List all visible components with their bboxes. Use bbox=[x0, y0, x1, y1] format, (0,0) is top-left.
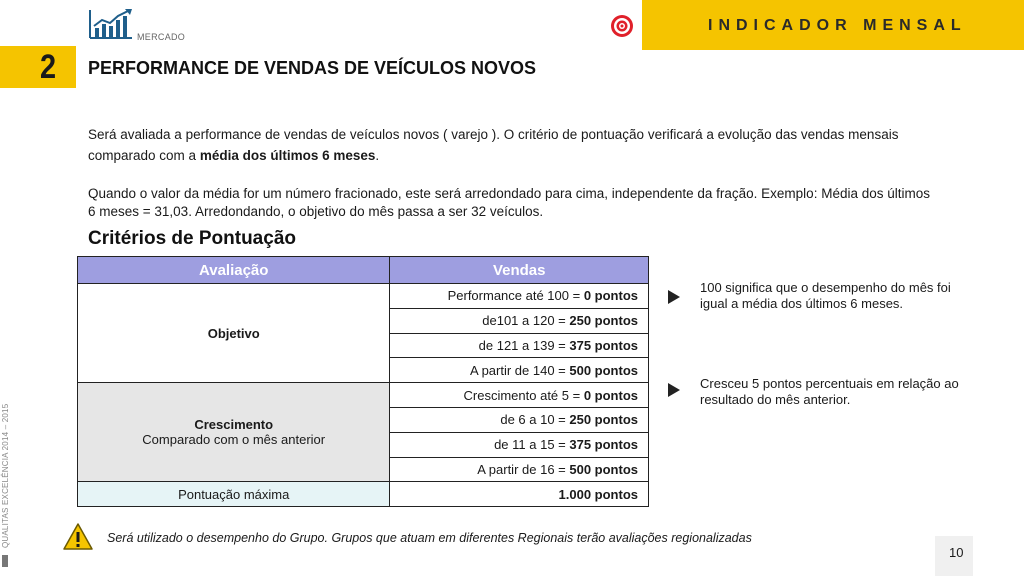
crescimento-label: Crescimento bbox=[194, 417, 274, 433]
max-score-label: Pontuação máxima bbox=[78, 482, 390, 507]
intro-p1-end: . bbox=[375, 148, 380, 163]
note-objetivo: 100 significa que o desempenho do mês foi igual a média dos últimos 6 meses. bbox=[700, 280, 951, 311]
target-icon bbox=[610, 14, 634, 38]
crescimento-sublabel: Comparado com o mês anterior bbox=[142, 432, 326, 448]
score-cell: de101 a 120 = 250 pontos bbox=[390, 308, 649, 333]
category-crescimento bbox=[78, 383, 390, 482]
logo-caption: MERCADO bbox=[137, 32, 186, 42]
intro-p1-text: Será avaliada a performance de vendas de veículos novos ( varejo ). O critério de pontuação verificará a evolução das vendas mensais comparado com a bbox=[88, 127, 899, 163]
score-cell: Crescimento até 5 = 0 pontos bbox=[390, 383, 649, 408]
criteria-heading: Critérios de Pontuação bbox=[88, 228, 296, 249]
footer-note: Será utilizado o desempenho do Grupo. Grupos que atuam em diferentes Regionais terão avaliações regionalizadas bbox=[107, 531, 752, 545]
page-number: 10 bbox=[949, 545, 964, 560]
table-row bbox=[78, 284, 649, 309]
intro-paragraph-2: Quando o valor da média for um número fracionado, este será arredondado para cima, independente da fração. Exemplo: Média dos últimos 6 meses = 31,03. Arredondando, o objetivo do mês passa a ser 32 veículos. bbox=[88, 186, 930, 219]
score-cell: de 11 a 15 = 375 pontos bbox=[390, 432, 649, 457]
score-cell: A partir de 16 = 500 pontos bbox=[390, 457, 649, 482]
intro-paragraph-1 bbox=[88, 124, 938, 166]
warning-icon bbox=[62, 522, 94, 552]
score-cell: de 121 a 139 = 375 pontos bbox=[390, 333, 649, 358]
section-title: PERFORMANCE DE VENDAS DE VEÍCULOS NOVOS bbox=[88, 58, 537, 78]
note-crescimento: Cresceu 5 pontos percentuais em relação ao resultado do mês anterior. bbox=[700, 376, 959, 407]
arrow-right-icon bbox=[668, 383, 680, 397]
side-mark bbox=[2, 555, 8, 567]
criteria-table bbox=[77, 256, 649, 507]
column-header-vendas: Vendas bbox=[390, 257, 649, 284]
section-badge bbox=[0, 46, 76, 88]
category-objetivo: Objetivo bbox=[78, 284, 390, 383]
column-header-avaliacao: Avaliação bbox=[78, 257, 390, 284]
score-cell: A partir de 140 = 500 pontos bbox=[390, 358, 649, 383]
score-cell: de 6 a 10 = 250 pontos bbox=[390, 407, 649, 432]
chart-logo-icon bbox=[88, 8, 134, 40]
arrow-right-icon bbox=[668, 290, 680, 304]
table-row-max bbox=[78, 482, 649, 507]
section-number: 2 bbox=[40, 48, 57, 86]
side-vertical-text: QUALITAS EXCELÊNCIA 2014 – 2015 bbox=[1, 403, 10, 548]
intro-p1-bold: média dos últimos 6 meses bbox=[199, 148, 376, 163]
score-cell: Performance até 100 = 0 pontos bbox=[390, 284, 649, 309]
max-score-value: 1.000 pontos bbox=[390, 482, 649, 507]
page-header-title: INDICADOR MENSAL bbox=[708, 17, 967, 34]
table-row bbox=[78, 383, 649, 408]
